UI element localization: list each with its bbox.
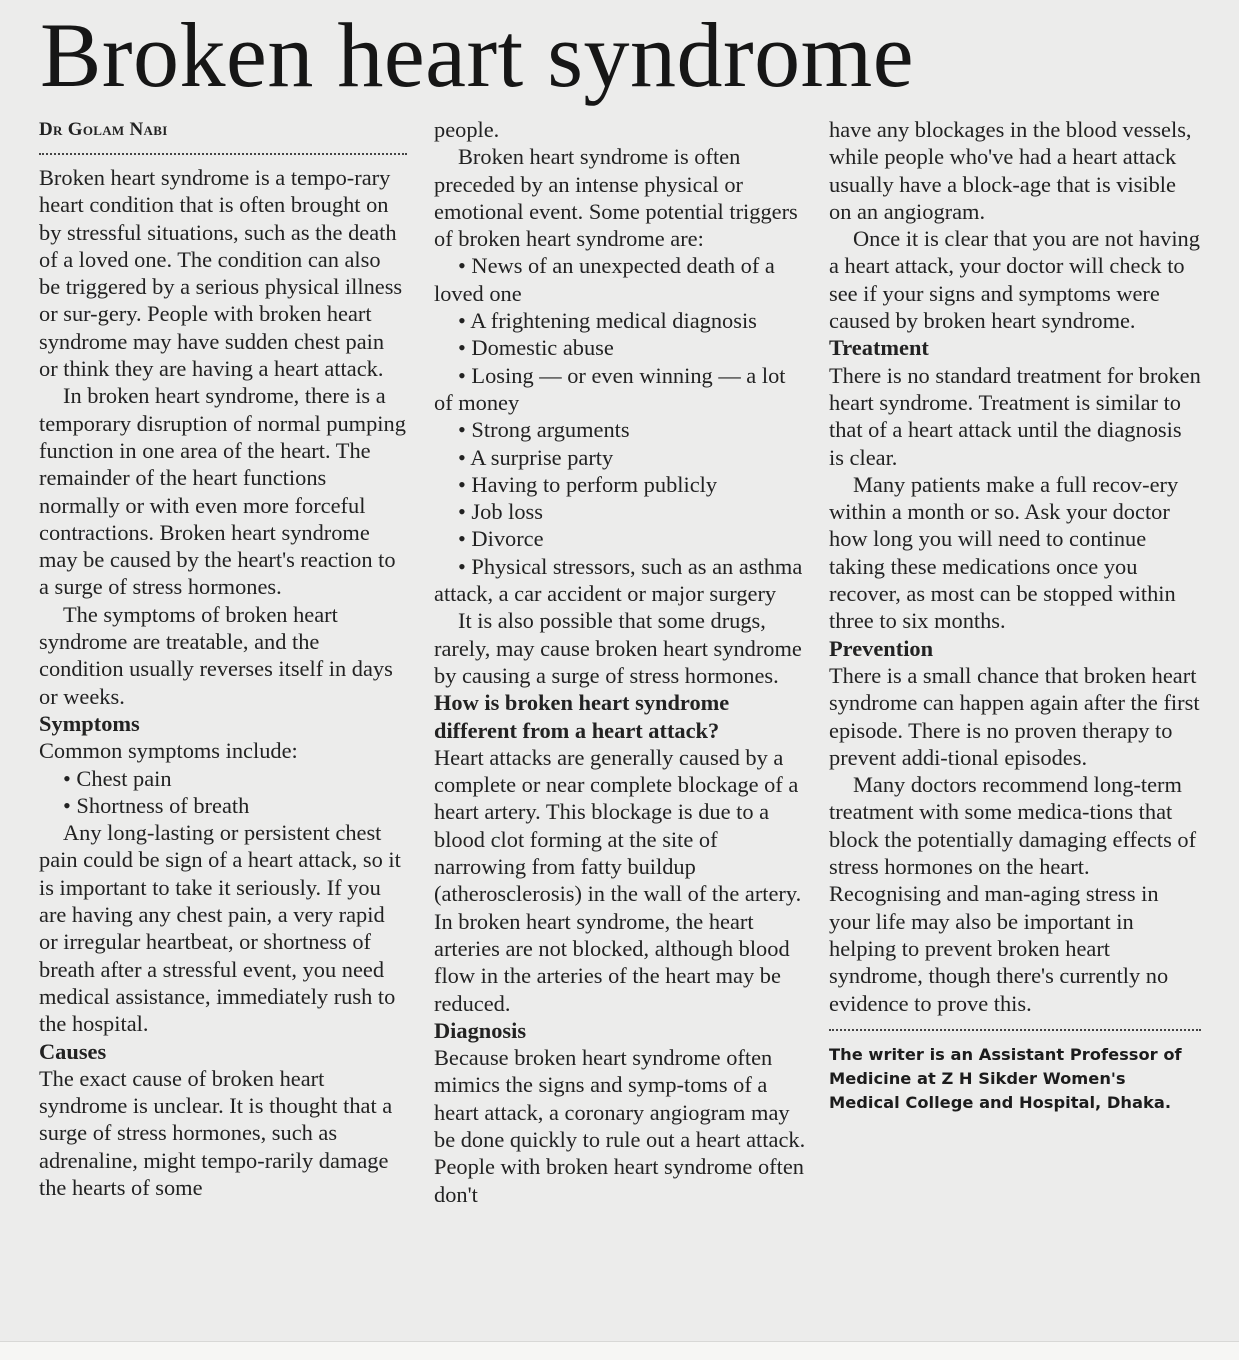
- trigger-item: • Physical stressors, such as an asthma attack, a car accident or major surgery: [434, 553, 803, 607]
- triggers-intro: Broken heart syndrome is often preceded by an intense physical or emotional event. Some potential triggers of broken heart syndrome are:: [434, 144, 798, 252]
- difference-heading: How is broken heart syndrome different from a heart attack?: [434, 690, 730, 743]
- recovery-paragraph: Many patients make a full recov-ery within a month or so. Ask your doctor how long you will need to continue taking these medications once you recover, as most can be stopped within three to six months.: [829, 471, 1179, 634]
- treatable-paragraph: The symptoms of broken heart syndrome are treatable, and the condition usually reverses itself in days or weeks.: [39, 601, 393, 709]
- continued-text: people.: [434, 117, 500, 142]
- causes-body: The exact cause of broken heart syndrome is unclear. It is thought that a surge of stress hormones, such as adrenaline, might tempo-rarily damage the hearts of some: [39, 1065, 393, 1200]
- trigger-item: • Job loss: [458, 499, 543, 525]
- trigger-item: • News of an unexpected death of a loved one: [434, 253, 775, 306]
- byline: Dr Golam Nabi: [39, 119, 168, 140]
- symptoms-heading: Symptoms: [39, 710, 140, 736]
- trigger-item: • Divorce: [458, 526, 544, 552]
- trigger-item: • A surprise party: [458, 444, 614, 470]
- diagnosis-heading: Diagnosis: [434, 1017, 527, 1043]
- treatment-heading: Treatment: [829, 335, 929, 361]
- article-title: Broken heart syndrome: [40, 4, 915, 106]
- prevention-heading: Prevention: [829, 635, 934, 661]
- trigger-item: • Domestic abuse: [458, 335, 614, 361]
- trigger-item: • Strong arguments: [458, 417, 630, 443]
- symptom-item: • Chest pain: [63, 765, 172, 791]
- trigger-item: • Losing — or even winning — a lot of money: [434, 362, 786, 415]
- trigger-item: • Having to perform publicly: [458, 471, 718, 497]
- diagnosis-body: Because broken heart syndrome often mimics the signs and symp-toms of a heart attack, a coronary angiogram may be done quickly to rule out a heart attack. People with broken heart syndrome often don't: [434, 1045, 806, 1207]
- difference-body: Heart attacks are generally caused by a complete or near complete blockage of a heart artery. This blockage is due to a blood clot forming at the site of narrowing from fatty buildup (atherosclerosis) in the wall of the artery. In broken heart syndrome, the heart arteries are not blocked, although blood flow in the arteries of the heart may be reduced.: [434, 744, 802, 1016]
- long-term-paragraph: Many doctors recommend long-term treatment with some medica-tions that block the potentially damaging effects of stress hormones on the heart. Recognising and man-aging stress in your life may also be important in helping to prevent broken heart syndrome, though there's currently no evidence to prove this.: [829, 772, 1197, 1016]
- drugs-paragraph: It is also possible that some drugs, rarely, may cause broken heart syndrome by causing a surge of stress hormones.: [434, 608, 802, 688]
- column-1: [39, 116, 407, 1201]
- byline-divider: [39, 153, 407, 155]
- symptom-item: • Shortness of breath: [63, 792, 250, 818]
- author-credit: The writer is an Assistant Professor of Medicine at Z H Sikder Women's Medical College and Hospital, Dhaka.: [829, 1044, 1182, 1112]
- prevention-body: There is a small chance that broken heart syndrome can happen again after the first episode. There is no proven therapy to prevent addi-tional episodes.: [829, 662, 1200, 770]
- symptoms-body: Any long-lasting or persistent chest pain could be sign of a heart attack, so it is important to take it seriously. If you are having any chest pain, a very rapid or irregular heartbeat, or shortness of breath after a stressful event, you need medical assistance, immediately rush to the hospital.: [39, 820, 401, 1037]
- intro-paragraph: Broken heart syndrome is a tempo-rary heart condition that is often brought on by stressful situations, such as the death of a loved one. The condition can also be triggered by a serious physical illness or sur-gery. People with broken heart syndrome may have sudden chest pain or think they are having a heart attack.: [39, 165, 403, 382]
- page-bottom-edge: [0, 1341, 1239, 1360]
- diagnosis-followup: Once it is clear that you are not having a heart attack, your doctor will check to see if your signs and symptoms were caused by broken heart syndrome.: [829, 226, 1200, 334]
- causes-heading: Causes: [39, 1038, 107, 1064]
- column-2: [434, 116, 808, 1208]
- trigger-item: • A frightening medical diagnosis: [458, 308, 757, 334]
- continued-text: have any blockages in the blood vessels, while people who've had a heart attack usually have a block-age that is visible on an angiogram.: [829, 117, 1192, 224]
- credit-divider: [829, 1029, 1201, 1031]
- disruption-paragraph: In broken heart syndrome, there is a temporary disruption of normal pumping function in one area of the heart. The remainder of the heart functions normally or with even more forceful contractions. Broken heart syndrome may be caused by the heart's reaction to a surge of stress hormones.: [39, 383, 406, 600]
- column-3: [829, 116, 1201, 1115]
- treatment-body: There is no standard treatment for broken heart syndrome. Treatment is similar to that of a heart attack until the diagnosis is clear.: [829, 362, 1201, 470]
- symptoms-intro: Common symptoms include:: [39, 738, 298, 764]
